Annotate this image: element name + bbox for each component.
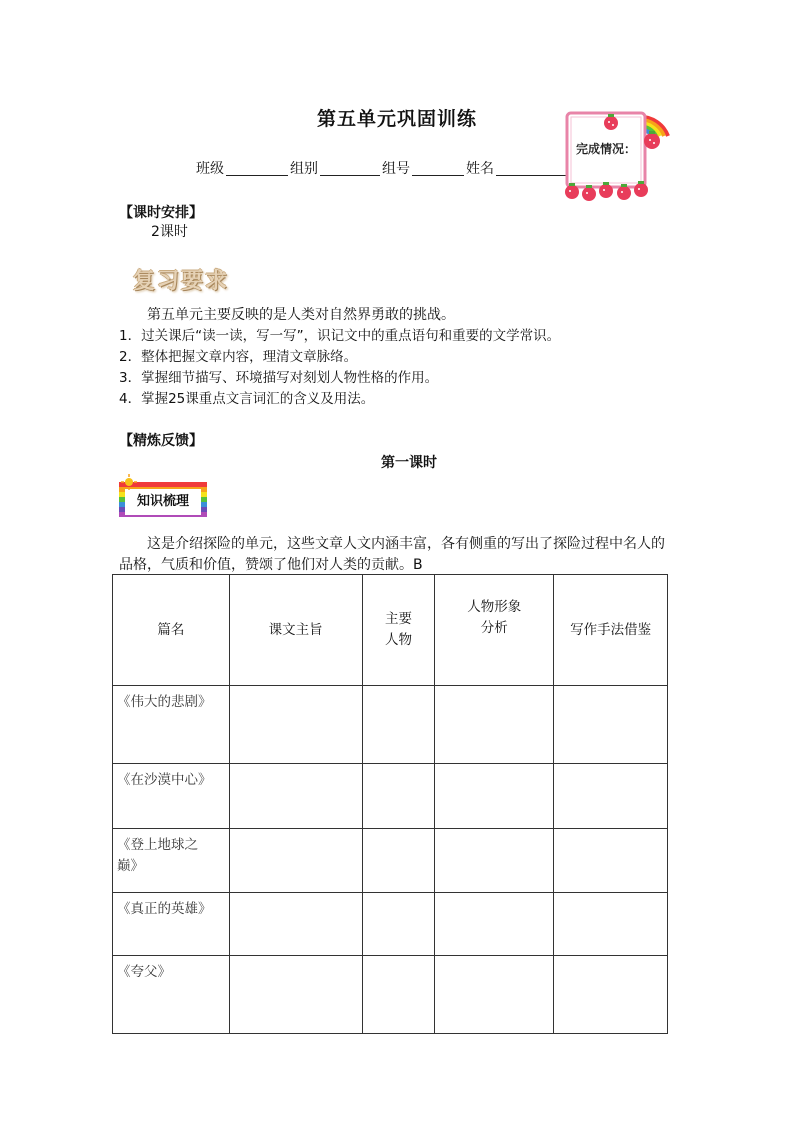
review-item: 2．整体把握文章内容，理清文章脉络。 — [119, 349, 358, 365]
schedule-heading: 【课时安排】 — [119, 205, 203, 221]
review-item: 1．过关课后“读一读，写一写”，识记文中的重点语句和重要的文学常识。 — [119, 328, 561, 344]
sun-icon — [121, 474, 137, 490]
page-title: 第五单元巩固训练 — [316, 108, 477, 130]
table-row — [113, 956, 668, 1034]
row-title: 《夸父》 — [113, 956, 230, 1034]
header-writing-technique: 写作手法借鉴 — [554, 575, 668, 686]
completion-stamp — [556, 96, 672, 208]
cell-theme[interactable] — [229, 829, 362, 893]
cell-analysis[interactable] — [435, 893, 554, 956]
cell-technique[interactable] — [554, 893, 668, 956]
header-theme: 课文主旨 — [229, 575, 362, 686]
cell-character[interactable] — [362, 764, 435, 829]
header-main-character: 主要 人物 — [362, 575, 435, 686]
table-row — [113, 829, 668, 893]
row-title: 《在沙漠中心》 — [113, 764, 230, 829]
cell-character[interactable] — [362, 829, 435, 893]
group-blank[interactable] — [320, 161, 380, 176]
lesson-title: 第一课时 — [381, 455, 437, 471]
cell-theme[interactable] — [229, 893, 362, 956]
completion-label: 完成情况： — [576, 142, 637, 156]
header-title: 篇名 — [113, 575, 230, 686]
table-row — [113, 893, 668, 956]
intro-paragraph-line2: 品格，气质和价值，赞颂了他们对人类的贡献。B — [119, 557, 423, 573]
cell-character[interactable] — [362, 956, 435, 1034]
cell-analysis[interactable] — [435, 829, 554, 893]
cell-theme[interactable] — [229, 686, 362, 764]
review-item: 3．掌握细节描写、环境描写对刻划人物性格的作用。 — [119, 370, 439, 386]
cell-analysis[interactable] — [435, 764, 554, 829]
group-number-label: 组号 — [382, 161, 410, 177]
class-blank[interactable] — [226, 161, 288, 176]
group-number-blank[interactable] — [412, 161, 464, 176]
schedule-value: 2课时 — [151, 224, 188, 240]
cell-technique[interactable] — [554, 829, 668, 893]
badge-label: 知识梳理 — [125, 489, 201, 515]
review-heading: 复习要求 — [133, 269, 230, 294]
cell-analysis[interactable] — [435, 956, 554, 1034]
table-row — [113, 686, 668, 764]
table-row — [113, 764, 668, 829]
cell-theme[interactable] — [229, 764, 362, 829]
cell-technique[interactable] — [554, 764, 668, 829]
cell-technique[interactable] — [554, 686, 668, 764]
cell-theme[interactable] — [229, 956, 362, 1034]
row-title: 《真正的英雄》 — [113, 893, 230, 956]
row-title: 《登上地球之 巅》 — [113, 829, 230, 893]
intro-paragraph-line1: 这是介绍探险的单元，这些文章人文内涵丰富，各有侧重的写出了探险过程中名人的 — [147, 536, 665, 552]
cell-character[interactable] — [362, 893, 435, 956]
row-title: 《伟大的悲剧》 — [113, 686, 230, 764]
knowledge-badge — [119, 482, 207, 522]
table-header-row — [113, 575, 668, 686]
class-label: 班级 — [196, 161, 224, 177]
student-info-row — [196, 158, 572, 178]
review-item: 4．掌握25课重点文言词汇的含义及用法。 — [119, 391, 375, 407]
header-character-analysis: 人物形象 分析 — [435, 575, 554, 686]
cell-technique[interactable] — [554, 956, 668, 1034]
group-label: 组别 — [290, 161, 318, 177]
cell-analysis[interactable] — [435, 686, 554, 764]
name-label: 姓名 — [466, 161, 494, 177]
practice-heading: 【精炼反馈】 — [119, 433, 203, 449]
summary-table — [112, 574, 668, 1034]
review-intro: 第五单元主要反映的是人类对自然界勇敢的挑战。 — [147, 307, 455, 323]
cell-character[interactable] — [362, 686, 435, 764]
